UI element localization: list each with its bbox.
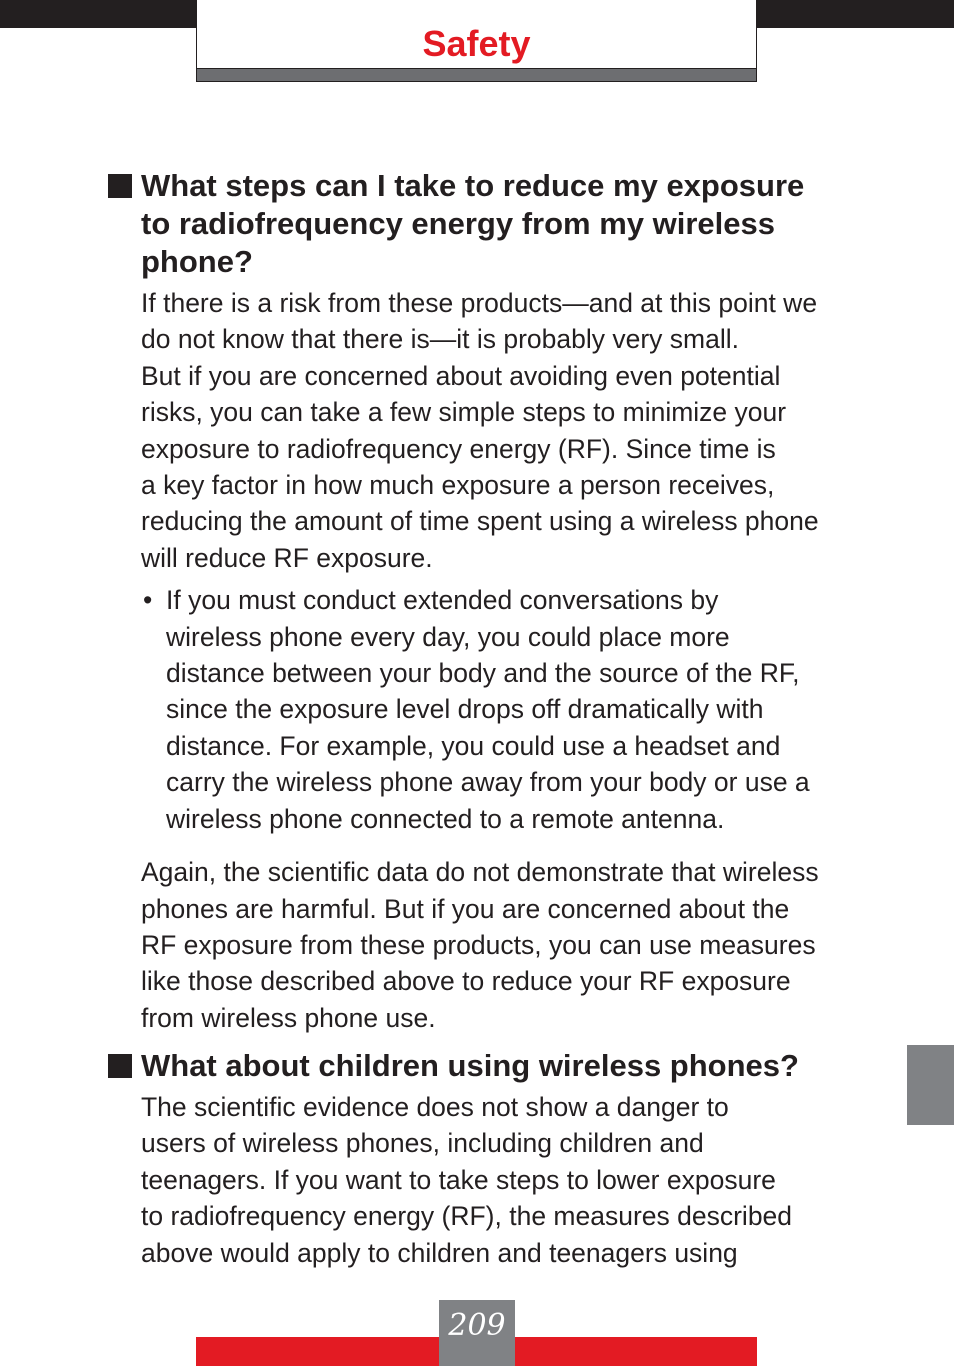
section-exposure <box>108 167 888 1036</box>
page-number: 209 <box>448 1308 506 1343</box>
bullet-list <box>108 582 888 837</box>
bullet-dot-icon: • <box>143 585 153 616</box>
section-heading-children: What about children using wireless phones? <box>108 1047 888 1085</box>
title-underbar <box>196 68 757 82</box>
square-bullet-icon <box>108 1054 132 1078</box>
paragraph-children: The scientific evidence does not show a danger to users of wireless phones, including children and teenagers. If you want to take steps to lower exposure to radiofrequency energy (RF), the measures described above would apply to children and teenagers using <box>141 1092 793 1268</box>
square-bullet-icon <box>108 174 132 198</box>
section-children <box>108 1047 888 1271</box>
section-heading-exposure: What steps can I take to reduce my exposure to radiofrequency energy from my wireless phone? <box>108 167 888 281</box>
header-bar-left <box>0 0 196 28</box>
header-bar-right <box>757 0 954 28</box>
paragraph-again: Again, the scientific data do not demonstrate that wireless phones are harmful. But if you are concerned about the RF exposure from these products, you can use measures like those described above to reduce your RF exposure from wireless phone use. <box>141 857 819 1033</box>
paragraph-risk: If there is a risk from these products—and at this point we do not know that there is—it is probably very small. But if you are concerned about avoiding even potential risks, you can take a few simple steps to minimize your exposure to radiofrequency energy (RF). Since time is a key factor in how much exposure a person receives, reducing the amount of time spent using a wireless phone will reduce RF exposure. <box>141 288 819 573</box>
list-item: • If you must conduct extended conversations by wireless phone every day, you could place more distance between your body and the source of the RF, since the exposure level drops off dramatically with distance. For example, you could use a headset and carry the wireless phone away from your body or use a wireless phone connected to a remote antenna. <box>108 582 888 837</box>
page-title: Safety <box>422 23 531 64</box>
side-tab <box>907 1045 954 1125</box>
